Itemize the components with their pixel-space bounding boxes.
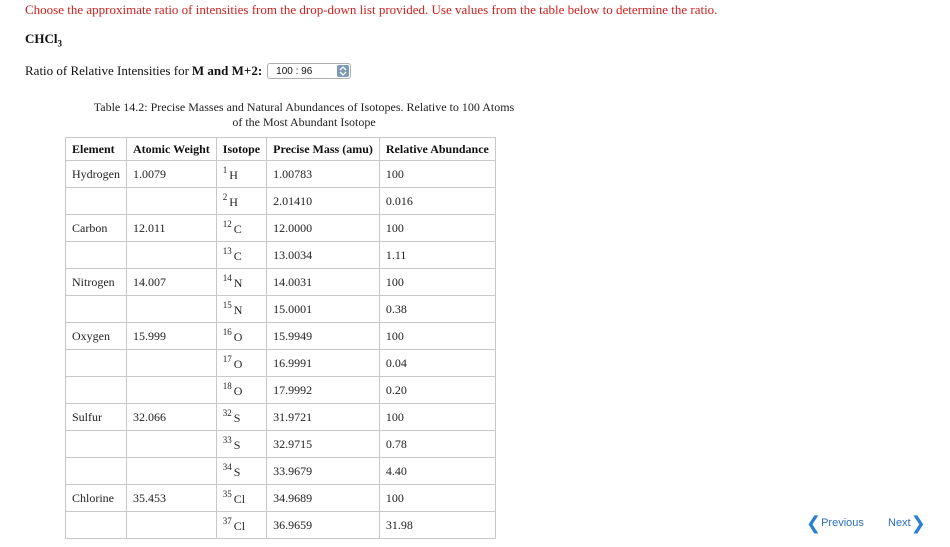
ratio-selected-value: 100 : 96: [276, 65, 313, 77]
isotope-symbol: S: [233, 465, 241, 479]
isotope-cell: [216, 269, 266, 296]
relative-abundance-cell: 31.98: [379, 512, 495, 539]
isotope-cell: [216, 323, 266, 350]
isotope-cell: [216, 458, 266, 485]
isotope-cell: [216, 431, 266, 458]
isotope-symbol: O: [233, 357, 243, 371]
atomic-weight-cell: [127, 296, 217, 323]
precise-mass-cell: 15.9949: [267, 323, 380, 350]
table-row: [66, 512, 496, 539]
relative-abundance-cell: 100: [379, 404, 495, 431]
isotope-symbol: H: [229, 168, 238, 182]
element-cell: [66, 377, 127, 404]
element-cell: Oxygen: [66, 323, 127, 350]
relative-abundance-cell: 0.78: [379, 431, 495, 458]
precise-mass-cell: 33.9679: [267, 458, 380, 485]
relative-abundance-cell: 100: [379, 323, 495, 350]
previous-label: Previous: [821, 517, 864, 529]
atomic-weight-cell: 35.453: [127, 485, 217, 512]
table-row: [66, 431, 496, 458]
precise-mass-cell: 1.00783: [267, 161, 380, 188]
atomic-weight-cell: 14.007: [127, 269, 217, 296]
precise-mass-cell: 17.9992: [267, 377, 380, 404]
atomic-weight-cell: 15.999: [127, 323, 217, 350]
isotope-table: [65, 137, 496, 539]
precise-mass-cell: 34.9689: [267, 485, 380, 512]
element-cell: [66, 242, 127, 269]
atomic-weight-cell: [127, 512, 217, 539]
element-cell: [66, 188, 127, 215]
isotope-cell: [216, 512, 266, 539]
isotope-cell: [216, 188, 266, 215]
element-cell: [66, 512, 127, 539]
previous-button[interactable]: [806, 513, 864, 533]
isotope-symbol: H: [229, 195, 238, 209]
table-row: [66, 323, 496, 350]
compound-formula: [25, 31, 62, 49]
ratio-dropdown[interactable]: [267, 63, 351, 79]
mass-number: 13: [222, 246, 232, 256]
mass-number: 37: [222, 516, 232, 526]
mass-number: 18: [222, 381, 232, 391]
atomic-weight-cell: [127, 458, 217, 485]
isotope-symbol: Cl: [233, 492, 246, 506]
mass-number: 14: [222, 273, 232, 283]
relative-abundance-cell: 1.11: [379, 242, 495, 269]
isotope-symbol: C: [233, 249, 242, 263]
ratio-question: [25, 63, 351, 79]
element-cell: [66, 296, 127, 323]
table-row: [66, 215, 496, 242]
chevron-right-icon: ❯: [910, 513, 926, 533]
atomic-weight-cell: [127, 431, 217, 458]
mass-number: 15: [222, 300, 232, 310]
formula-base: CHCl: [25, 31, 58, 46]
mass-number: 35: [222, 489, 232, 499]
precise-mass-cell: 2.01410: [267, 188, 380, 215]
next-button[interactable]: [888, 513, 926, 533]
isotope-cell: [216, 485, 266, 512]
element-cell: [66, 431, 127, 458]
table-row: [66, 350, 496, 377]
isotope-symbol: O: [233, 330, 243, 344]
atomic-weight-cell: [127, 350, 217, 377]
dropdown-arrows-icon[interactable]: [337, 65, 349, 77]
table-row: [66, 296, 496, 323]
mass-number: 33: [222, 435, 232, 445]
isotope-cell: [216, 242, 266, 269]
element-cell: [66, 458, 127, 485]
relative-abundance-cell: 100: [379, 215, 495, 242]
precise-mass-cell: 36.9659: [267, 512, 380, 539]
precise-mass-cell: 16.9991: [267, 350, 380, 377]
atomic-weight-cell: [127, 377, 217, 404]
isotope-cell: [216, 215, 266, 242]
element-cell: Chlorine: [66, 485, 127, 512]
isotope-symbol: N: [233, 303, 243, 317]
mass-number: 32: [222, 408, 232, 418]
atomic-weight-cell: 12.011: [127, 215, 217, 242]
table-row: [66, 188, 496, 215]
table-caption: Table 14.2: Precise Masses and Natural Abundances of Isotopes. Relative to 100 Atoms of the Most Abundant Isotope: [93, 100, 515, 129]
atomic-weight-cell: 1.0079: [127, 161, 217, 188]
precise-mass-cell: 13.0034: [267, 242, 380, 269]
relative-abundance-cell: 0.016: [379, 188, 495, 215]
precise-mass-cell: 14.0031: [267, 269, 380, 296]
precise-mass-cell: 15.0001: [267, 296, 380, 323]
next-label: Next: [888, 517, 911, 529]
mass-number: 17: [222, 354, 232, 364]
isotope-symbol: S: [233, 438, 241, 452]
isotope-cell: [216, 296, 266, 323]
atomic-weight-cell: [127, 188, 217, 215]
table-row: [66, 242, 496, 269]
precise-mass-cell: 12.0000: [267, 215, 380, 242]
col-header-element: Element: [66, 138, 127, 161]
mass-number: 12: [222, 219, 232, 229]
relative-abundance-cell: 0.04: [379, 350, 495, 377]
relative-abundance-cell: 100: [379, 269, 495, 296]
table-row: [66, 161, 496, 188]
table-header-row: [66, 138, 496, 161]
mass-number: 34: [222, 462, 232, 472]
relative-abundance-cell: 0.38: [379, 296, 495, 323]
isotope-cell: [216, 350, 266, 377]
element-cell: Carbon: [66, 215, 127, 242]
col-header-relative-abundance: Relative Abundance: [379, 138, 495, 161]
relative-abundance-cell: 100: [379, 485, 495, 512]
isotope-cell: [216, 161, 266, 188]
relative-abundance-cell: 100: [379, 161, 495, 188]
col-header-precise-mass: Precise Mass (amu): [267, 138, 380, 161]
isotope-symbol: O: [233, 384, 243, 398]
isotope-cell: [216, 404, 266, 431]
atomic-weight-cell: 32.066: [127, 404, 217, 431]
col-header-isotope: Isotope: [216, 138, 266, 161]
mass-number: 2: [222, 192, 228, 202]
mass-number: 1: [222, 165, 228, 175]
table-row: [66, 269, 496, 296]
table-row: [66, 485, 496, 512]
isotope-cell: [216, 377, 266, 404]
mass-number: 16: [222, 327, 232, 337]
precise-mass-cell: 32.9715: [267, 431, 380, 458]
isotope-symbol: Cl: [233, 519, 246, 533]
precise-mass-cell: 31.9721: [267, 404, 380, 431]
element-cell: Nitrogen: [66, 269, 127, 296]
isotope-symbol: N: [233, 276, 243, 290]
relative-abundance-cell: 0.20: [379, 377, 495, 404]
col-header-atomic-weight: Atomic Weight: [127, 138, 217, 161]
table-row: [66, 404, 496, 431]
element-cell: [66, 350, 127, 377]
formula-subscript: 3: [57, 38, 62, 49]
ratio-label-prefix: Ratio of Relative Intensities for: [25, 63, 189, 78]
atomic-weight-cell: [127, 242, 217, 269]
ratio-label-bold: M and M+2:: [191, 63, 263, 78]
element-cell: Sulfur: [66, 404, 127, 431]
isotope-symbol: S: [233, 411, 241, 425]
table-row: [66, 458, 496, 485]
relative-abundance-cell: 4.40: [379, 458, 495, 485]
instructions-text: Choose the approximate ratio of intensities from the drop-down list provided. Use values from the table below to determine the ratio.: [25, 2, 718, 17]
chevron-left-icon: ❮: [806, 513, 822, 533]
isotope-symbol: C: [233, 222, 242, 236]
table-row: [66, 377, 496, 404]
element-cell: Hydrogen: [66, 161, 127, 188]
